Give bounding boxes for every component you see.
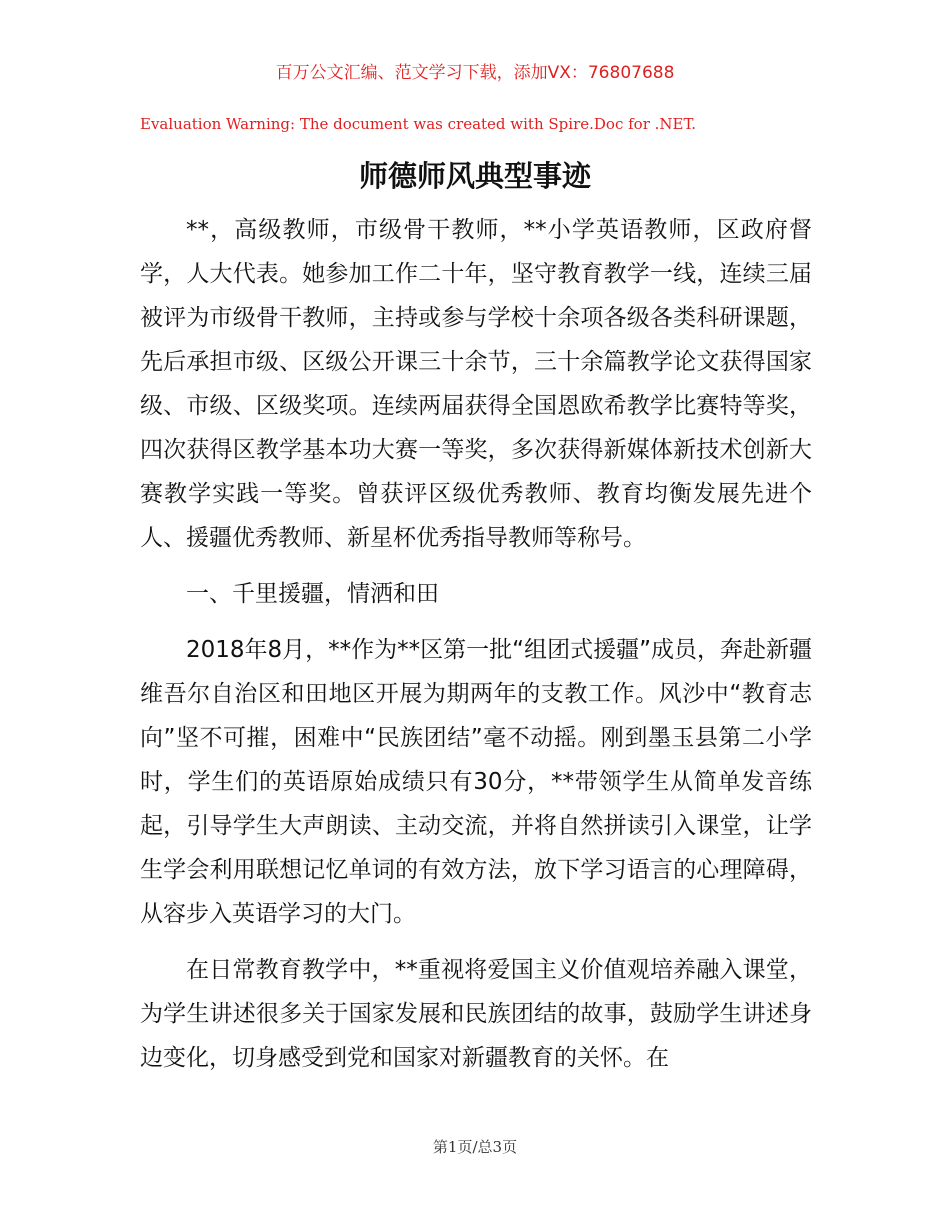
section-heading: 一、千里援疆，情洒和田 (186, 581, 439, 607)
paragraph-daily-teaching: 在日常教育教学中，**重视将爱国主义价值观培养融入课堂，为学生讲述很多关于国家发展和民族团结的故事，鼓励学生讲述身边变化，切身感受到党和国家对新疆教育的关怀。在 (140, 957, 812, 1071)
page-number: 第1页/总3页 (432, 1138, 518, 1156)
paragraph-intro: **，高级教师，市级骨干教师，**小学英语教师，区政府督学，人大代表。她参加工作二十年，坚守教育教学一线，连续三届被评为市级骨干教师，主持或参与学校十余项各级各类科研课题，先后承担市级、区级公开课三十余节，三十余篇教学论文获得国家级、市级、区级奖项。连续两届获得全国恩欧希教学比赛特等奖，四次获得区教学基本功大赛一等奖，多次获得新媒体新技术创新大赛教学实践一等奖。曾获评区级优秀教师、教育均衡发展先进个人、援疆优秀教师、新星杯优秀指导教师等称号。 (140, 217, 812, 551)
evaluation-warning: Evaluation Warning: The document was created with Spire.Doc for .NET. (140, 115, 697, 133)
document-title: 师德师风典型事迹 (358, 159, 591, 193)
promo-header: 百万公文汇编、范文学习下载，添加VX：76807688 (275, 63, 675, 83)
paragraph-xinjiang: 2018年8月，**作为**区第一批“组团式援疆”成员，奔赴新疆维吾尔自治区和田地区开展为期两年的支教工作。风沙中“教育志向”坚不可摧，困难中“民族团结”毫不动摇。刚到墨玉县第二小学时，学生们的英语原始成绩只有30分，**带领学生从简单发音练起，引导学生大声朗读、主动交流，并将自然拼读引入课堂，让学生学会利用联想记忆单词的有效方法，放下学习语言的心理障碍，从容步入英语学习的大门。 (140, 637, 812, 927)
document-body (140, 208, 812, 1092)
